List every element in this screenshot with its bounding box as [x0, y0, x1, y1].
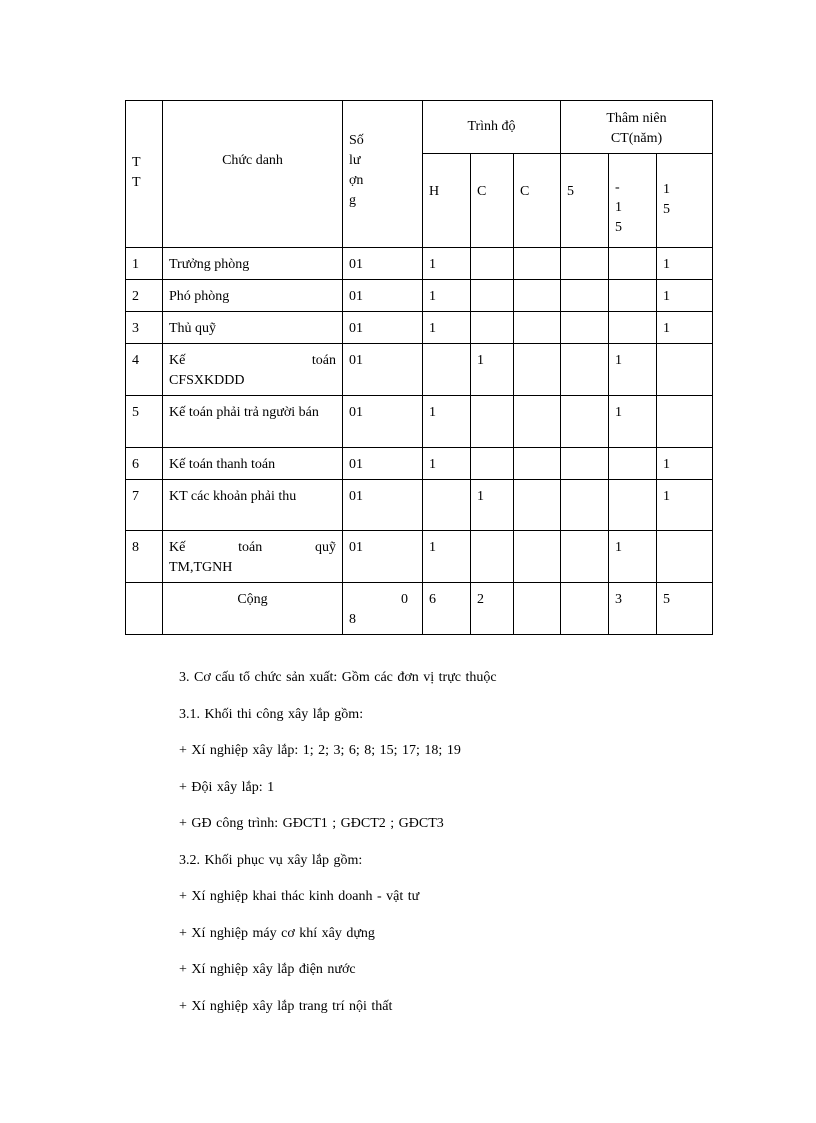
- cell-tt: [126, 583, 163, 635]
- cell-y15: 1: [657, 480, 713, 531]
- cell-tt: 7: [126, 480, 163, 531]
- subheader-5-15: - 1 5: [609, 154, 657, 248]
- cell-c2: [514, 248, 561, 280]
- header-trinh-do: Trình độ: [423, 101, 561, 154]
- cell-c1: [471, 531, 514, 583]
- total-y5-15: 3: [609, 583, 657, 635]
- cell-qty: 01: [343, 396, 423, 448]
- cell-y15: 1: [657, 248, 713, 280]
- cell-tt: 8: [126, 531, 163, 583]
- cell-name: Kế toán CFSXKDDD: [163, 344, 343, 396]
- list-item: + Xí nghiệp máy cơ khí xây dựng: [179, 925, 375, 941]
- cell-tt: 3: [126, 312, 163, 344]
- total-c2: [514, 583, 561, 635]
- total-label: Cộng: [163, 583, 343, 635]
- list-item: + GĐ công trình: GĐCT1 ; GĐCT2 ; GĐCT3: [179, 816, 444, 831]
- total-y15: 5: [657, 583, 713, 635]
- subheader-c2: C: [514, 154, 561, 248]
- cell-y5-15: [609, 312, 657, 344]
- staff-table: [125, 100, 713, 635]
- cell-qty: 01: [343, 280, 423, 312]
- cell-name: Thủ quỹ: [163, 312, 343, 344]
- cell-c1: 1: [471, 480, 514, 531]
- table-row: [126, 312, 713, 344]
- cell-c1: [471, 396, 514, 448]
- total-c1: 2: [471, 583, 514, 635]
- body-text: [179, 666, 739, 1031]
- cell-y5: [561, 280, 609, 312]
- table-row: [126, 344, 713, 396]
- table-row: [126, 280, 713, 312]
- cell-c2: [514, 531, 561, 583]
- cell-h: 1: [423, 531, 471, 583]
- cell-h: [423, 480, 471, 531]
- total-qty: 0 8: [343, 583, 423, 635]
- list-item: + Xí nghiệp khai thác kinh doanh - vật tư: [179, 889, 420, 904]
- list-item: + Xí nghiệp xây lắp điện nước: [179, 962, 356, 977]
- cell-y15: [657, 396, 713, 448]
- cell-y5: [561, 312, 609, 344]
- cell-qty: 01: [343, 344, 423, 396]
- cell-y5: [561, 344, 609, 396]
- cell-c2: [514, 344, 561, 396]
- cell-tt: 4: [126, 344, 163, 396]
- cell-y5: [561, 531, 609, 583]
- subsection-heading: 3.2. Khối phục vụ xây lắp gồm:: [179, 852, 363, 868]
- cell-qty: 01: [343, 248, 423, 280]
- cell-qty: 01: [343, 448, 423, 480]
- cell-tt: 1: [126, 248, 163, 280]
- cell-name: Kế toán quỹ TM,TGNH: [163, 531, 343, 583]
- cell-qty: 01: [343, 312, 423, 344]
- header-row: [126, 101, 713, 154]
- cell-name: Trưởng phòng: [163, 248, 343, 280]
- cell-y5-15: [609, 248, 657, 280]
- cell-y5-15: [609, 480, 657, 531]
- cell-y5: [561, 480, 609, 531]
- cell-y5: [561, 396, 609, 448]
- subheader-5: 5: [561, 154, 609, 248]
- cell-y5: [561, 448, 609, 480]
- cell-y15: [657, 531, 713, 583]
- cell-qty: 01: [343, 480, 423, 531]
- cell-y5-15: [609, 448, 657, 480]
- header-tt: T T: [126, 101, 163, 248]
- cell-y5-15: 1: [609, 344, 657, 396]
- cell-c2: [514, 396, 561, 448]
- cell-h: 1: [423, 280, 471, 312]
- cell-y5-15: 1: [609, 531, 657, 583]
- cell-c1: 1: [471, 344, 514, 396]
- cell-name: Kế toán phải trả người bán: [163, 396, 343, 448]
- table-row: [126, 531, 713, 583]
- subsection-heading: 3.1. Khối thi công xây lắp gồm:: [179, 706, 364, 722]
- cell-name: KT các khoản phải thu: [163, 480, 343, 531]
- cell-name: Phó phòng: [163, 280, 343, 312]
- cell-qty: 01: [343, 531, 423, 583]
- cell-h: 1: [423, 248, 471, 280]
- cell-h: 1: [423, 396, 471, 448]
- cell-tt: 2: [126, 280, 163, 312]
- section-heading: 3. Cơ cấu tổ chức sản xuất: Gồm các đơn vị trực thuộc: [179, 670, 497, 685]
- cell-h: 1: [423, 312, 471, 344]
- subheader-h: H: [423, 154, 471, 248]
- cell-c2: [514, 448, 561, 480]
- total-row: [126, 583, 713, 635]
- cell-c1: [471, 448, 514, 480]
- cell-c2: [514, 312, 561, 344]
- cell-name: Kế toán thanh toán: [163, 448, 343, 480]
- cell-h: [423, 344, 471, 396]
- table-row: [126, 480, 713, 531]
- list-item: + Đội xây lắp: 1: [179, 779, 275, 795]
- cell-y15: 1: [657, 280, 713, 312]
- list-item: + Xí nghiệp xây lắp: 1; 2; 3; 6; 8; 15; 17; 18; 19: [179, 743, 461, 758]
- cell-y5-15: 1: [609, 396, 657, 448]
- cell-y5-15: [609, 280, 657, 312]
- header-tham-nien: Thâm niên CT(năm): [561, 101, 713, 154]
- cell-h: 1: [423, 448, 471, 480]
- total-y5: [561, 583, 609, 635]
- cell-c2: [514, 480, 561, 531]
- cell-y15: 1: [657, 312, 713, 344]
- header-chuc-danh: Chức danh: [163, 101, 343, 248]
- cell-y5: [561, 248, 609, 280]
- cell-c1: [471, 280, 514, 312]
- subheader-15: 1 5: [657, 154, 713, 248]
- subheader-c1: C: [471, 154, 514, 248]
- list-item: + Xí nghiệp xây lắp trang trí nội thất: [179, 998, 393, 1014]
- total-h: 6: [423, 583, 471, 635]
- table-row: [126, 396, 713, 448]
- cell-c1: [471, 312, 514, 344]
- cell-y15: 1: [657, 448, 713, 480]
- cell-y15: [657, 344, 713, 396]
- table-row: [126, 448, 713, 480]
- table-row: [126, 248, 713, 280]
- cell-tt: 5: [126, 396, 163, 448]
- header-so-luong: Số lư ợn g: [343, 101, 423, 248]
- cell-tt: 6: [126, 448, 163, 480]
- cell-c1: [471, 248, 514, 280]
- cell-c2: [514, 280, 561, 312]
